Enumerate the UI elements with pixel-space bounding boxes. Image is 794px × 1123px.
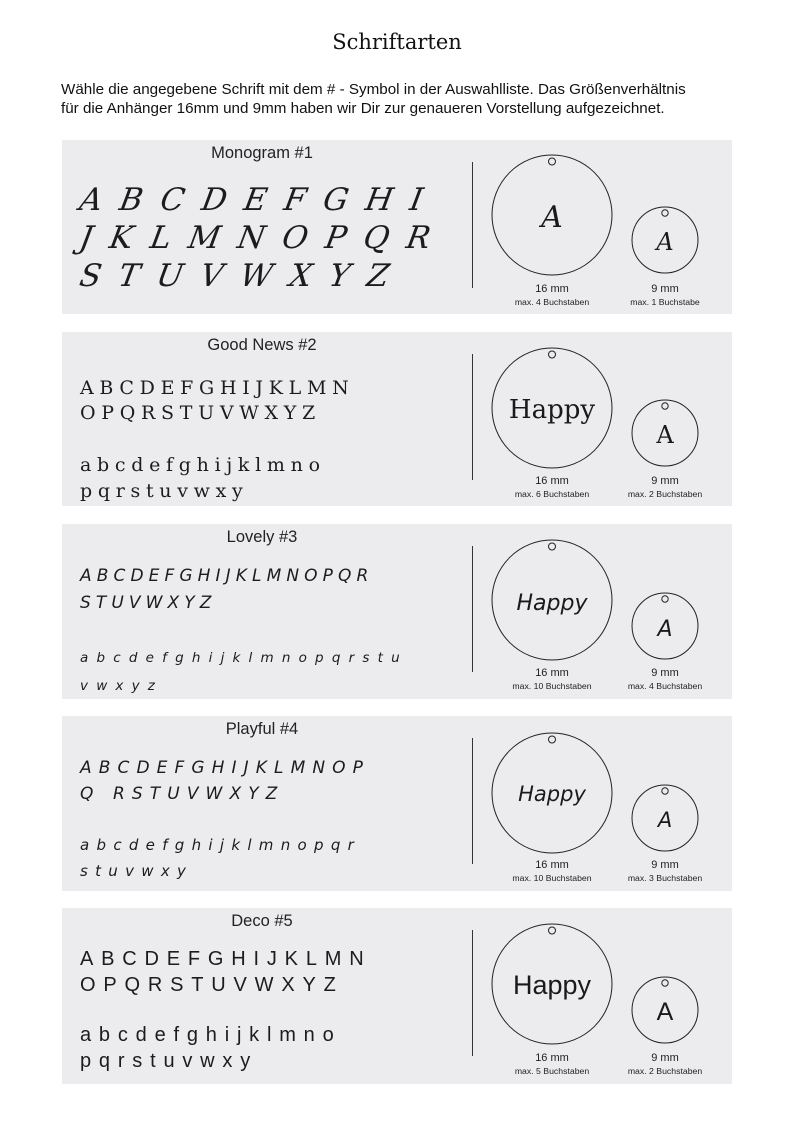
- pendant-16mm: [492, 924, 612, 1044]
- max-letters-9mm: max. 2 Buchstaben: [627, 489, 703, 499]
- size-9mm: 9 mm: [651, 1052, 679, 1064]
- alphabet-lowercase-line-2: pqrstuvwxy: [80, 480, 249, 502]
- alphabet-uppercase-line-2: Q RSTUVWXYZ: [80, 784, 285, 804]
- alphabet-uppercase-line-1: ABCDEFGHIJKLMN: [80, 948, 372, 970]
- font-name: Playful #4: [225, 720, 299, 738]
- max-letters-9mm: max. 1 Buchstabe: [630, 297, 700, 307]
- max-letters-9mm: max. 4 Buchstaben: [627, 681, 703, 691]
- font-panel-lovely: [62, 524, 732, 699]
- max-letters-9mm: max. 3 Buchstaben: [627, 873, 703, 883]
- page-title: Schriftarten: [332, 30, 462, 54]
- size-9mm: 9 mm: [651, 283, 679, 295]
- max-letters-16mm: max. 6 Buchstaben: [514, 489, 590, 499]
- alphabet-uppercase-line-2: JKLMNOPQR: [76, 220, 451, 256]
- alphabet-uppercase-line-2: STUVWXYZ: [80, 593, 217, 613]
- alphabet-uppercase-line-3: STUVWXYZ: [76, 258, 410, 294]
- alphabet-uppercase-line-1: ABCDEFGHI: [76, 182, 444, 218]
- alphabet-uppercase-line-2: OPQRSTUVWXYZ: [80, 974, 344, 996]
- alphabet-lowercase-line-1: abcdefghijklmnopqr: [80, 836, 362, 854]
- font-panel-good-news: [62, 332, 732, 506]
- alphabet-lowercase-line-1: abcdefghijklmno: [80, 454, 326, 476]
- pendant-9mm-sample: A: [656, 998, 674, 1026]
- pendant-16mm-sample: Happy: [512, 970, 592, 1000]
- size-9mm: 9 mm: [651, 667, 679, 679]
- alphabet-uppercase-line-1: ABCDEFGHIJKLMNOPQR: [80, 566, 374, 586]
- max-letters-16mm: max. 4 Buchstaben: [514, 297, 590, 307]
- size-9mm: 9 mm: [651, 859, 679, 871]
- max-letters-9mm: max. 2 Buchstaben: [627, 1066, 703, 1076]
- intro-text: [61, 80, 751, 118]
- pendant-9mm-sample: A: [656, 421, 674, 449]
- alphabet-uppercase-line-1: ABCDEFGHIJKLMNOP: [80, 758, 370, 778]
- max-letters-16mm: max. 5 Buchstaben: [514, 1066, 590, 1076]
- pendant-16mm: [492, 348, 612, 468]
- alphabet-lowercase-line-2: vwxyz: [80, 678, 164, 694]
- font-name: Lovely #3: [226, 528, 298, 546]
- alphabet-lowercase-line-2: stuvwxy: [80, 862, 194, 880]
- font-name: Monogram #1: [211, 144, 313, 162]
- pendant-9mm: [632, 400, 698, 466]
- size-16mm: 16 mm: [535, 1052, 569, 1064]
- font-name: Deco #5: [231, 912, 293, 930]
- size-16mm: 16 mm: [535, 859, 569, 871]
- pendant-16mm: [492, 155, 612, 275]
- pendant-16mm-sample: Happy: [518, 782, 586, 806]
- max-letters-16mm: max. 10 Buchstaben: [512, 681, 592, 691]
- pendant-9mm: [632, 977, 698, 1043]
- font-panel-playful: [62, 716, 732, 891]
- pendant-16mm: [492, 540, 612, 660]
- intro-line-1: Wähle die angegebene Schrift mit dem # - Symbol in der Auswahlliste. Das Größenverhältnis: [61, 81, 686, 98]
- alphabet-lowercase-line-1: abcdefghijklmnopqrstu: [80, 650, 408, 666]
- font-panel-deco: [62, 908, 732, 1084]
- alphabet-uppercase-line-1: ABCDEFGHIJKLMN: [80, 377, 355, 399]
- pendant-9mm-sample: A: [657, 808, 673, 832]
- alphabet-uppercase-line-2: OPQRSTUVWXYZ: [80, 402, 321, 424]
- pendant-16mm-sample: Happy: [516, 591, 588, 616]
- alphabet-lowercase-line-1: abcdefghijklmno: [80, 1024, 342, 1046]
- pendant-16mm: [492, 733, 612, 853]
- max-letters-16mm: max. 10 Buchstaben: [512, 873, 592, 883]
- pendant-9mm-sample: A: [657, 617, 673, 642]
- pendant-16mm-sample: A: [541, 200, 563, 235]
- pendant-9mm: [632, 785, 698, 851]
- size-16mm: 16 mm: [535, 475, 569, 487]
- alphabet-lowercase-line-2: pqrstuvwxy: [80, 1050, 259, 1072]
- pendant-9mm: [632, 207, 698, 273]
- pendant-16mm-sample: Happy: [508, 395, 596, 425]
- font-name: Good News #2: [207, 336, 317, 354]
- intro-line-2: für die Anhänger 16mm und 9mm haben wir Dir zur genaueren Vorstellung aufgezeichnet.: [61, 100, 665, 117]
- pendant-9mm: [632, 593, 698, 659]
- size-9mm: 9 mm: [651, 475, 679, 487]
- pendant-9mm-sample: A: [656, 228, 674, 256]
- font-panel-monogram: [62, 140, 732, 314]
- size-16mm: 16 mm: [535, 283, 569, 295]
- size-16mm: 16 mm: [535, 667, 569, 679]
